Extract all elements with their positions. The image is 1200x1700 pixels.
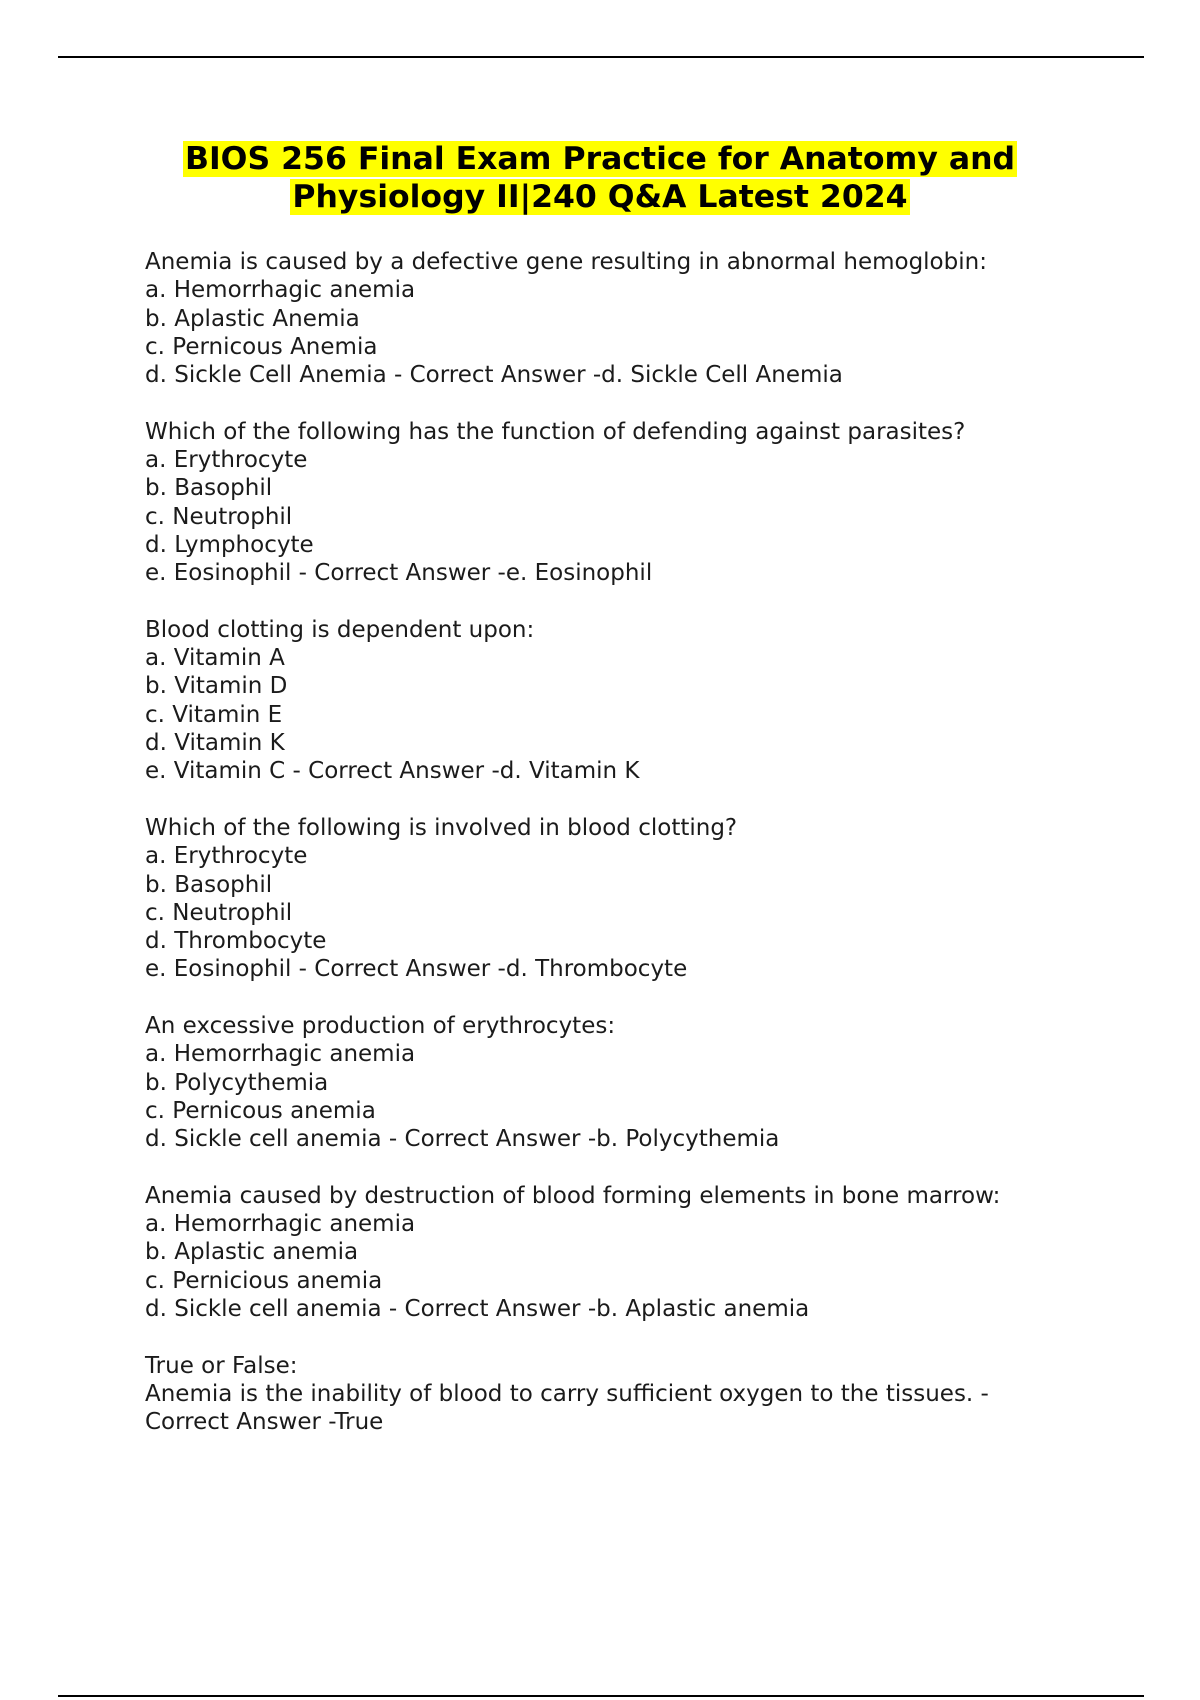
title-line-2: Physiology II|240 Q&A Latest 2024 [292, 179, 908, 215]
question-3 [145, 616, 1105, 786]
answer-option: b. Aplastic Anemia [145, 305, 360, 332]
answer-option-with-correct-answer: d. Sickle Cell Anemia - Correct Answer -d. Sickle Cell Anemia [145, 362, 843, 389]
answer-option: b. Basophil [145, 871, 273, 898]
answer-option-with-correct-answer: e. Vitamin C - Correct Answer -d. Vitamin K [145, 758, 640, 785]
answer-option: b. Vitamin D [145, 673, 288, 700]
question-prompt: Which of the following has the function of defending against parasites? [145, 418, 966, 445]
question-4 [145, 814, 1105, 984]
answer-option: b. Polycythemia [145, 1069, 329, 1096]
question-prompt: True or False: [145, 1352, 298, 1379]
question-prompt: Anemia is caused by a defective gene resulting in abnormal hemoglobin: [145, 249, 987, 275]
answer-option: a. Erythrocyte [145, 447, 308, 474]
answer-option-with-correct-answer: d. Sickle cell anemia - Correct Answer -b. Polycythemia [145, 1126, 780, 1153]
answer-option: b. Aplastic anemia [145, 1239, 359, 1266]
answer-option: d. Vitamin K [145, 730, 285, 757]
question-6 [145, 1182, 1105, 1323]
title-line-1: BIOS 256 Final Exam Practice for Anatomy and [184, 141, 1016, 177]
answer-option: d. Thrombocyte [145, 928, 327, 955]
answer-option: a. Vitamin A [145, 645, 285, 672]
answer-option: a. Hemorrhagic anemia [145, 1211, 416, 1238]
answer-option: b. Basophil [145, 475, 273, 502]
question-prompt: Which of the following is involved in blood clotting? [145, 814, 738, 841]
question-7 [145, 1352, 1105, 1437]
answer-option: c. Pernicous Anemia [145, 333, 378, 360]
bottom-rule [58, 1695, 1144, 1697]
statement-text: Anemia is the inability of blood to carry sufficient oxygen to the tissues. - [145, 1380, 989, 1407]
top-rule [58, 56, 1144, 58]
answer-option: c. Neutrophil [145, 503, 293, 530]
answer-option-with-correct-answer: e. Eosinophil - Correct Answer -d. Thrombocyte [145, 956, 688, 983]
answer-option: a. Erythrocyte [145, 843, 308, 870]
question-prompt: Blood clotting is dependent upon: [145, 616, 535, 643]
correct-answer-text: Correct Answer -True [145, 1409, 384, 1436]
question-prompt: Anemia caused by destruction of blood forming elements in bone marrow: [145, 1182, 1001, 1209]
document-title [100, 140, 1100, 216]
answer-option: d. Lymphocyte [145, 531, 314, 558]
answer-option: c. Neutrophil [145, 899, 293, 926]
question-1 [145, 248, 1105, 389]
answer-option: c. Pernicious anemia [145, 1267, 383, 1294]
answer-option: a. Hemorrhagic anemia [145, 277, 416, 304]
answer-option-with-correct-answer: e. Eosinophil - Correct Answer -e. Eosinophil [145, 560, 653, 587]
question-list [145, 248, 1105, 1465]
answer-option: c. Pernicous anemia [145, 1097, 376, 1124]
question-prompt: An excessive production of erythrocytes: [145, 1013, 616, 1040]
answer-option-with-correct-answer: d. Sickle cell anemia - Correct Answer -b. Aplastic anemia [145, 1295, 810, 1322]
answer-option: c. Vitamin E [145, 701, 283, 728]
question-5 [145, 1012, 1105, 1153]
answer-option: a. Hemorrhagic anemia [145, 1041, 416, 1068]
question-2 [145, 418, 1105, 588]
